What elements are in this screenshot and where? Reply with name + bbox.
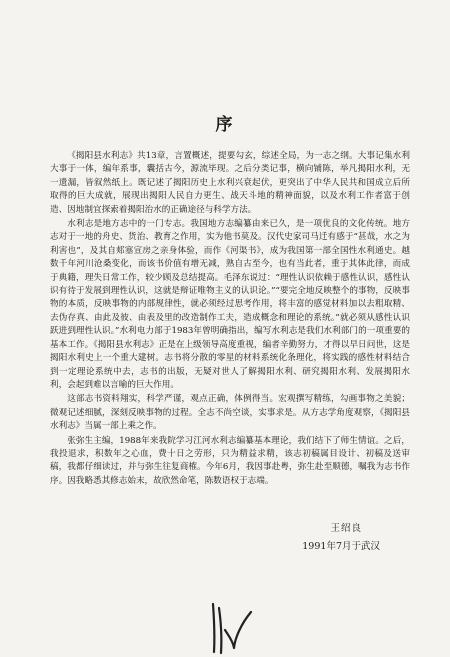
paragraph: 这部志书资料翔实，科学严谨，观点正确，体例得当。宏观撰写精练，勾画事物之美貌；微观记述细腻，深刻反映事物的过程。全志不尚空谈，实事求是。从方志学角度观察，《揭阳县水利志》当属一部上乘之作。 — [50, 394, 410, 432]
paragraph: 《揭阳县水利志》共13章，言置概述，提要勾玄，综述全局，为一志之纲。大事记集水利大事于一体，编年系事，囊括古今，源流毕现。之后分类记事，横向铺陈，举凡揭阳水利，无一遗漏，皆叙然纸上。既记述了揭阳历史上水利兴衰起伏，更突出了中华人民共和国成立后所取得的巨大成就，展现出揭阳人民自力更生、战天斗地的精神面貌，以及水利工作者富于创造、因地制宜探索着揭阳治水的正确途径与科学方法。 — [50, 151, 410, 215]
signature-date: 1991年7月于武汉 — [302, 541, 380, 552]
page-title: 序 — [215, 115, 235, 135]
paragraph: 张弥生主编，1988年来我院学习江河水利志编纂基本理论，我们结下了师生情谊。之后，我投退求，积数年之心血，费十日之劳形，只为精益求精，该志初稿属目设计、初稿及送审稿，我都仔细读过，并与弥生往复商榷。今年6月，我因事赴粤，弥生赴至顺德，嘱我为志书作序。因我略悉其修志始末，故欣然命笔，陈数语权于志端。 — [50, 435, 410, 486]
paragraph: 水利志是地方志中的一门专志。我国地方志编纂由来已久，是一项优良的文化传统。地方志对于一地的舟史、货治、教育之作用，实为他书莫及。汉代史家司马迁有感于“甚哉，水之为利害也”，及其自郏塞宣房之亲身体验，而作《河渠书》，成为我国第一部全国性水利通史。越数千年河川沧桑变化，而该书价值有增无减，熟自古至今，也有当此者，重于其体此律，而成于典籍，理失日常工作，较少顾及总结提高。毛泽东说过：“理性认识依赖于感性认识，感性认识有待于发展到理性认识，这就是辩证唯物主义的认识论。”“要完全地反映整个的事物，反映事物的本质，反映事物的内部规律性，就必须经过思考作用，将丰富的感觉材料加以去粗取精、去伪存真、由此及彼、由表及里的改造制作工夫，造成概念和理论的系统。”就必须从感性认识跃进到理性认识。”水利电力部于1983年曾明确指出，编写水利志是我们水利部门的一项重要的基本工作。《揭阳县水利志》正是在上级领导高度重视，编者辛勤努力，才得以早日问世，这是揭阳水利史上一个重大建树。志书将分散的零星的材料系统化条理化，将实践的感性材料结合到一定理论系统中去，志书的出版，无疑对世人了解揭阳水利、研究揭阳水利、发展揭阳水利，会起到难以言喻的巨大作用。 — [50, 219, 410, 390]
preface-body — [50, 150, 410, 489]
handwritten-mark — [205, 600, 255, 655]
author-signature: 王绍良 — [330, 523, 362, 534]
